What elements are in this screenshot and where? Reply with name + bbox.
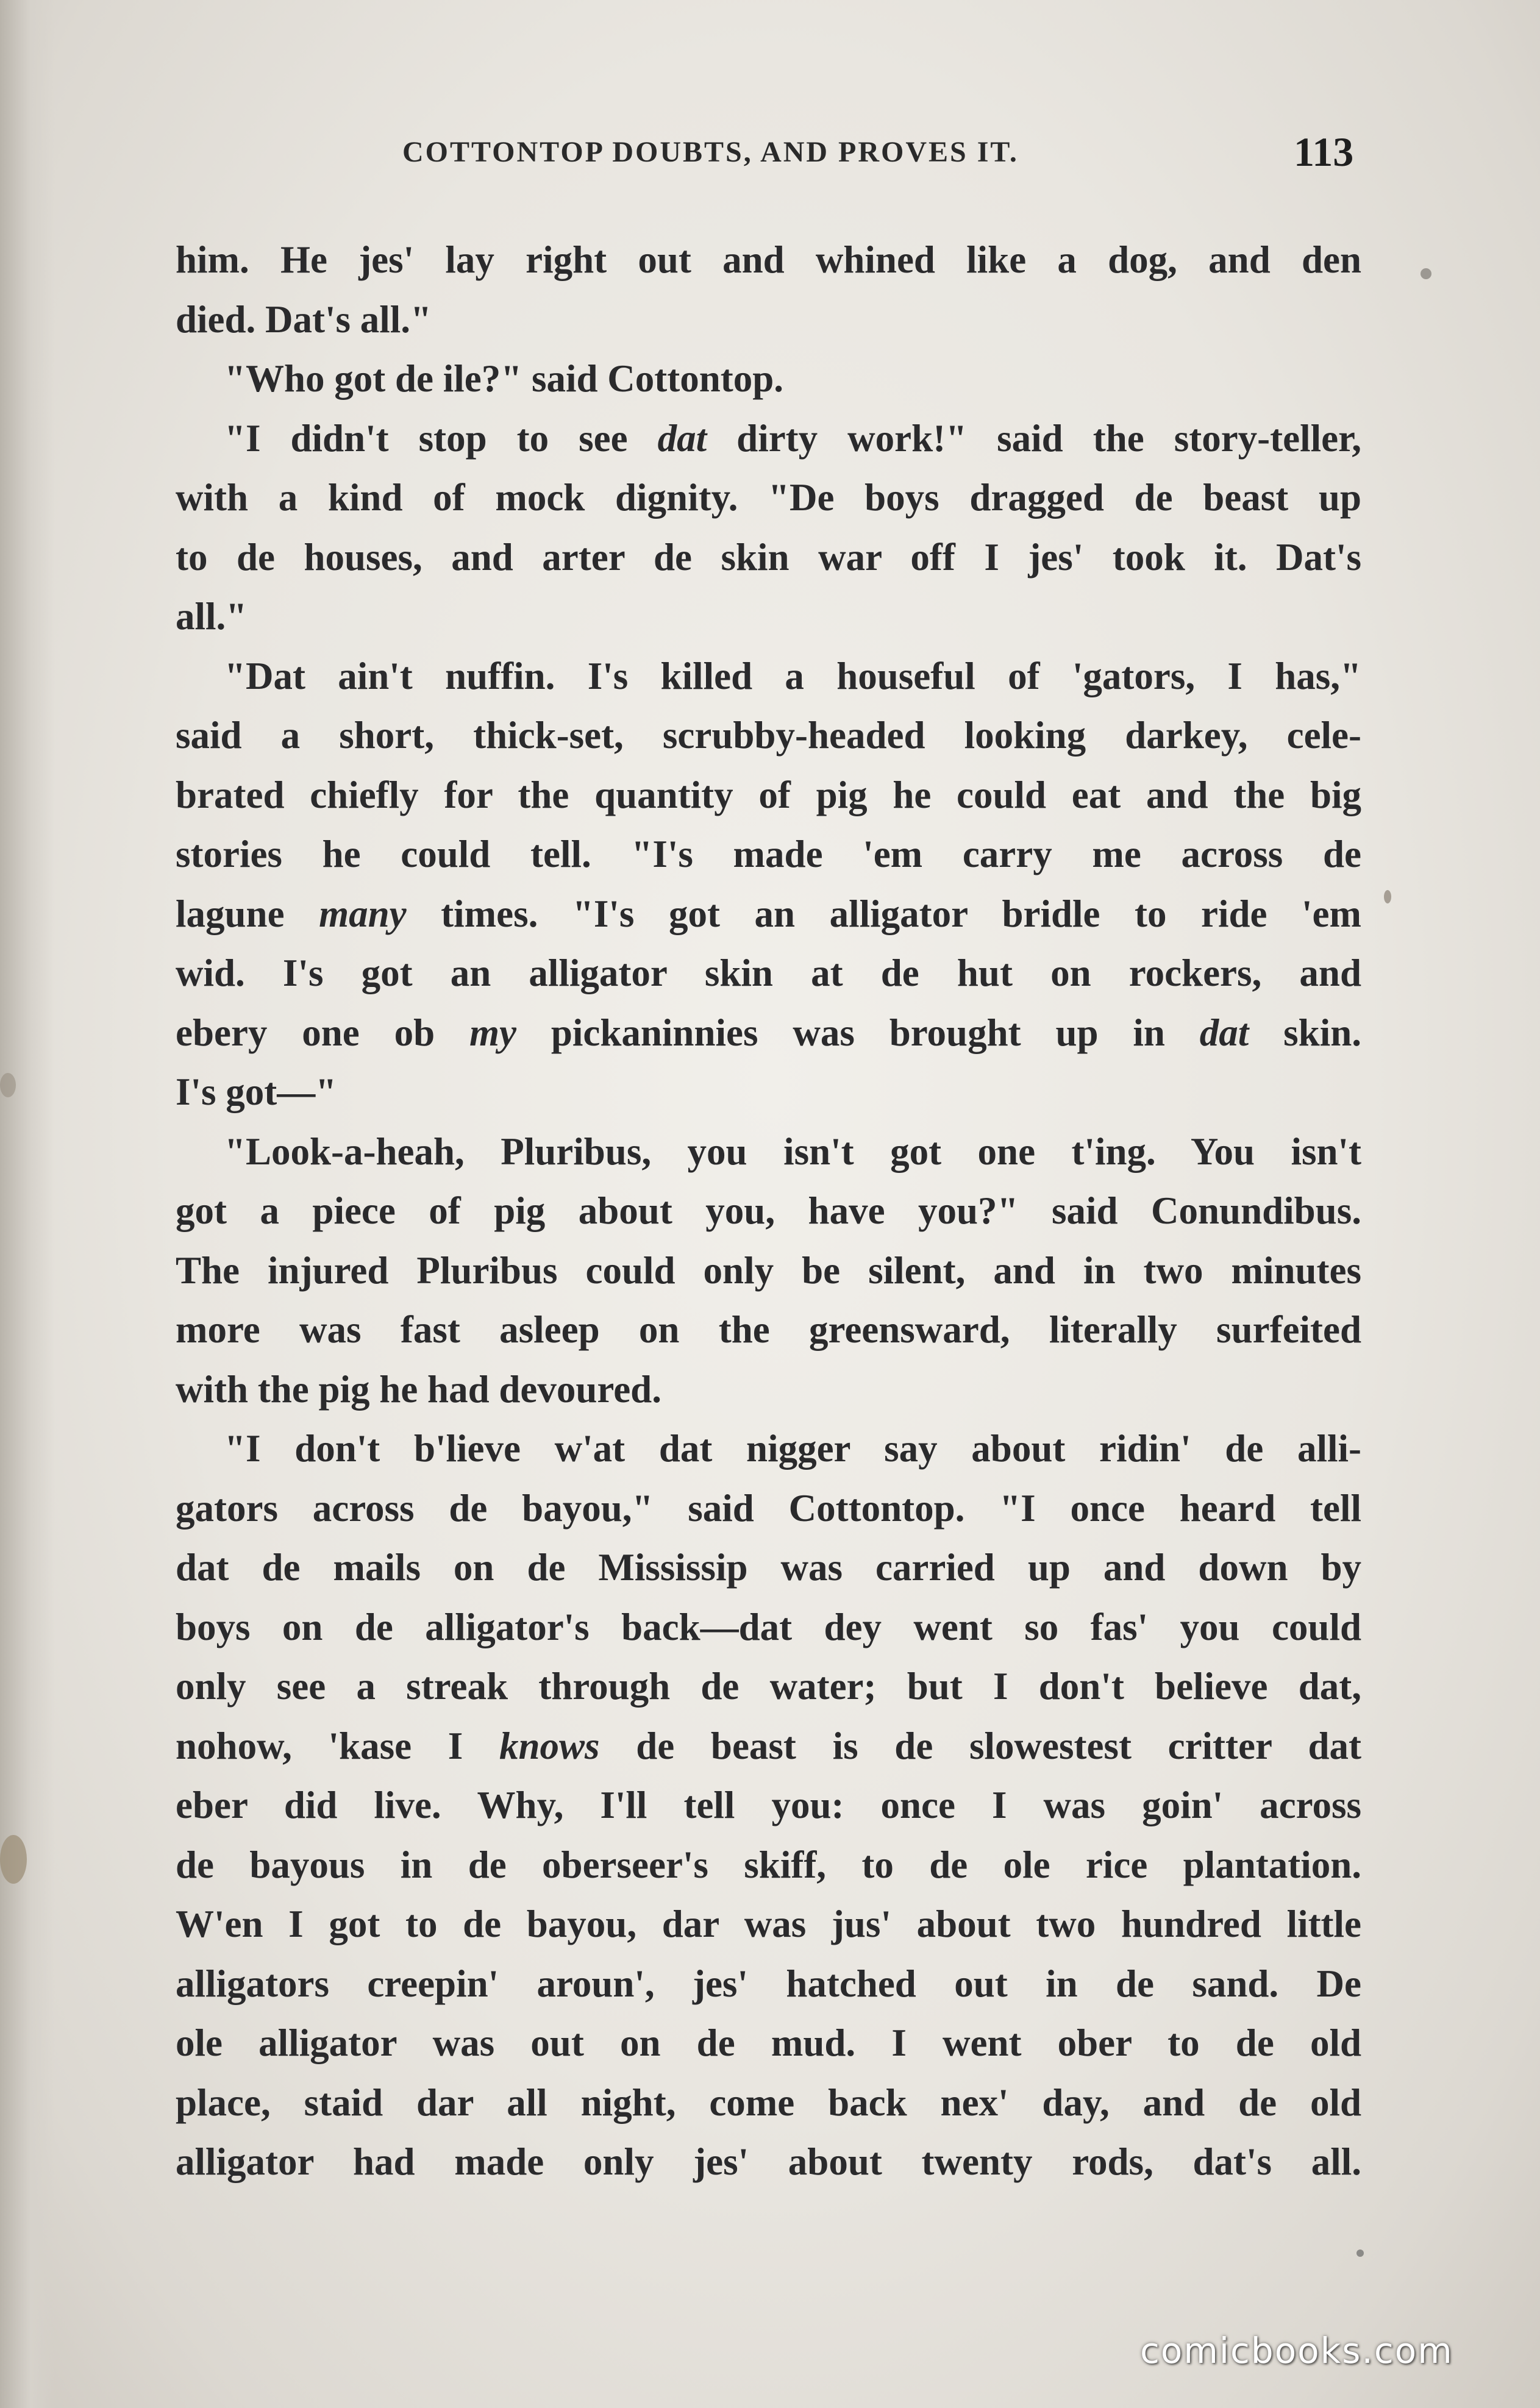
italic-word: knows <box>499 1724 600 1767</box>
text-line: gators across de bayou," said Cottontop. "I once heard tell <box>176 1486 1361 1530</box>
text-line: died. Dat's all." <box>176 297 432 341</box>
paragraph <box>176 2132 1361 2192</box>
paragraph <box>176 2014 1361 2073</box>
paragraph <box>176 1717 1361 1776</box>
text-line: said a short, thick-set, scrubby-headed looking darkey, cele- <box>176 714 1361 757</box>
text-line: "Look-a-heah, Pluribus, you isn't got one t'ing. You isn't <box>224 1130 1361 1173</box>
page-stain <box>1356 2249 1364 2257</box>
paragraph <box>176 706 1361 766</box>
paragraph <box>176 1479 1361 1539</box>
paragraph <box>176 230 1361 290</box>
text-line: more was fast asleep on the greensward, literally surfeited <box>176 1308 1361 1351</box>
paragraph <box>176 1419 1361 1479</box>
paragraph <box>176 1063 1361 1122</box>
text-line: place, staid dar all night, come back nex' day, and de old <box>176 2081 1361 2124</box>
text-line: to de houses, and arter de skin war off I jes' took it. Dat's <box>176 535 1361 579</box>
paragraph <box>176 1657 1361 1717</box>
text-line: W'en I got to de bayou, dar was jus' about two hundred little <box>176 1903 1361 1945</box>
watermark: comicbooks.com <box>1140 2330 1453 2371</box>
text-line: with the pig he had devoured. <box>176 1367 661 1411</box>
text-line: lagune <box>176 892 319 935</box>
paragraph <box>176 587 1361 647</box>
text-line: nohow, 'kase I <box>176 1724 499 1767</box>
text-line: The injured Pluribus could only be silent, and in two minutes <box>176 1249 1361 1292</box>
text-line: got a piece of pig about you, have you?" said Conundibus. <box>176 1189 1361 1232</box>
text-line: ebery one ob <box>176 1011 470 1054</box>
paragraph <box>176 647 1361 707</box>
text-line: de beast is de slowestest critter dat <box>599 1724 1361 1767</box>
text-line: de bayous in de oberseer's skiff, to de ole rice plantation. <box>176 1843 1361 1886</box>
paragraph <box>176 1241 1361 1301</box>
italic-word: dat <box>1199 1011 1249 1054</box>
text-line: pickaninnies was brought up in <box>516 1011 1200 1054</box>
paragraph <box>176 409 1361 469</box>
paragraph <box>176 1895 1361 1954</box>
paragraph <box>176 1181 1361 1241</box>
paragraph <box>176 1954 1361 2014</box>
page-number: 113 <box>1294 129 1354 175</box>
page-stain <box>0 1073 16 1097</box>
paragraph <box>176 1003 1361 1063</box>
italic-word: many <box>319 892 407 935</box>
paragraph <box>176 766 1361 825</box>
italic-word: dat <box>657 416 707 460</box>
text-line: eber did live. Why, I'll tell you: once I was goin' across <box>176 1784 1361 1826</box>
text-line: I's got—" <box>176 1070 337 1113</box>
text-line: "I didn't stop to see <box>224 416 658 460</box>
paragraph <box>176 2073 1361 2133</box>
running-head <box>0 128 1540 183</box>
paragraph <box>176 1776 1361 1836</box>
paragraph <box>176 944 1361 1003</box>
paragraph <box>176 468 1361 528</box>
text-line: skin. <box>1249 1011 1361 1054</box>
paragraph <box>176 528 1361 588</box>
body-text <box>176 230 1361 2192</box>
text-line: "I don't b'lieve w'at dat nigger say about ridin' de alli- <box>224 1427 1361 1470</box>
paragraph <box>176 1122 1361 1182</box>
paragraph <box>176 1300 1361 1360</box>
text-line: him. He jes' lay right out and whined like a dog, and den <box>176 238 1361 281</box>
paragraph <box>176 1598 1361 1658</box>
paragraph <box>176 825 1361 885</box>
page-stain <box>1421 268 1431 279</box>
text-line: boys on de alligator's back—dat dey went so fas' you could <box>176 1605 1361 1648</box>
paragraph <box>176 1836 1361 1895</box>
text-line: only see a streak through de water; but I don't believe dat, <box>176 1665 1361 1708</box>
italic-word: my <box>469 1011 516 1054</box>
paragraph <box>176 885 1361 944</box>
text-line: alligator had made only jes' about twenty rods, dat's all. <box>176 2140 1361 2183</box>
paragraph <box>176 1360 1361 1420</box>
text-line: dirty work!" said the story-teller, <box>707 416 1361 460</box>
paragraph <box>176 290 1361 350</box>
page-stain <box>0 1835 27 1884</box>
page-binding-shadow <box>0 0 55 2408</box>
text-line: wid. I's got an alligator skin at de hut on rockers, and <box>176 952 1361 994</box>
text-line: with a kind of mock dignity. "De boys dragged de beast up <box>176 476 1361 519</box>
text-line: times. "I's got an alligator bridle to ride 'em <box>406 892 1361 935</box>
text-line: stories he could tell. "I's made 'em carry me across de <box>176 833 1361 875</box>
running-title: COTTONTOP DOUBTS, AND PROVES IT. <box>402 136 1019 168</box>
text-line: alligators creepin' aroun', jes' hatched out in de sand. De <box>176 1962 1361 2005</box>
text-line: all." <box>176 595 248 638</box>
paragraph <box>176 1538 1361 1598</box>
page-stain <box>1384 890 1391 903</box>
text-line: dat de mails on de Mississip was carried up and down by <box>176 1546 1361 1589</box>
text-line: ole alligator was out on de mud. I went ober to de old <box>176 2022 1361 2064</box>
text-line: "Dat ain't nuffin. I's killed a houseful of 'gators, I has," <box>224 654 1361 697</box>
text-line: brated chiefly for the quantity of pig he could eat and the big <box>176 773 1361 816</box>
paragraph <box>176 349 1361 409</box>
text-line: "Who got de ile?" said Cottontop. <box>224 357 784 400</box>
